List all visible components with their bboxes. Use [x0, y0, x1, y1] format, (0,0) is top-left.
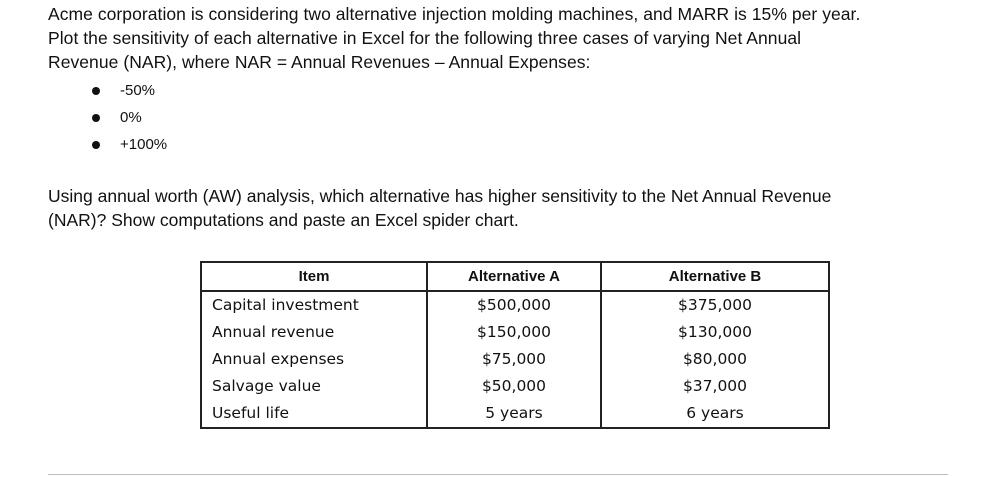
case-label: +100% [120, 136, 168, 153]
table-row [201, 291, 829, 319]
list-item [92, 107, 167, 134]
case-label: -50% [120, 82, 156, 99]
list-item [92, 134, 167, 161]
row-value-a: $50,000 [427, 373, 601, 400]
row-item-label: Useful life [201, 400, 427, 428]
bullet-icon [92, 141, 100, 149]
bullet-icon [92, 87, 100, 95]
row-value-a: 5 years [427, 400, 601, 428]
row-item-label: Capital investment [201, 291, 427, 319]
divider [48, 474, 948, 475]
bullet-icon [92, 114, 100, 122]
problem-line-2: Plot the sensitivity of each alternative in Excel for the following three cases of varying Net Annual [48, 28, 802, 48]
question-line-2: (NAR)? Show computations and paste an Excel spider chart. [48, 210, 519, 230]
case-label: 0% [120, 109, 142, 126]
problem-line-3: Revenue (NAR), where NAR = Annual Revenues – Annual Expenses: [48, 52, 591, 72]
row-value-b: 6 years [601, 400, 829, 428]
nar-cases-list [92, 80, 167, 161]
row-item-label: Annual expenses [201, 346, 427, 373]
row-item-label: Annual revenue [201, 319, 427, 346]
table-row [201, 400, 829, 428]
row-value-a: $500,000 [427, 291, 601, 319]
row-value-a: $75,000 [427, 346, 601, 373]
problem-line-1: Acme corporation is considering two alternative injection molding machines, and MARR is 15% per year. [48, 4, 861, 24]
row-value-b: $375,000 [601, 291, 829, 319]
header-alternative-b: Alternative B [601, 262, 829, 291]
row-value-a: $150,000 [427, 319, 601, 346]
table-header-row [201, 262, 829, 291]
table-row [201, 346, 829, 373]
row-item-label: Salvage value [201, 373, 427, 400]
header-alternative-a: Alternative A [427, 262, 601, 291]
header-item: Item [201, 262, 427, 291]
row-value-b: $130,000 [601, 319, 829, 346]
row-value-b: $37,000 [601, 373, 829, 400]
question-line-1: Using annual worth (AW) analysis, which alternative has higher sensitivity to the Net Annual Revenue [48, 186, 832, 206]
row-value-b: $80,000 [601, 346, 829, 373]
table-row [201, 373, 829, 400]
list-item [92, 80, 167, 107]
alternatives-table [200, 261, 830, 429]
question-text [48, 184, 988, 232]
table-row [201, 319, 829, 346]
problem-statement [48, 2, 988, 74]
